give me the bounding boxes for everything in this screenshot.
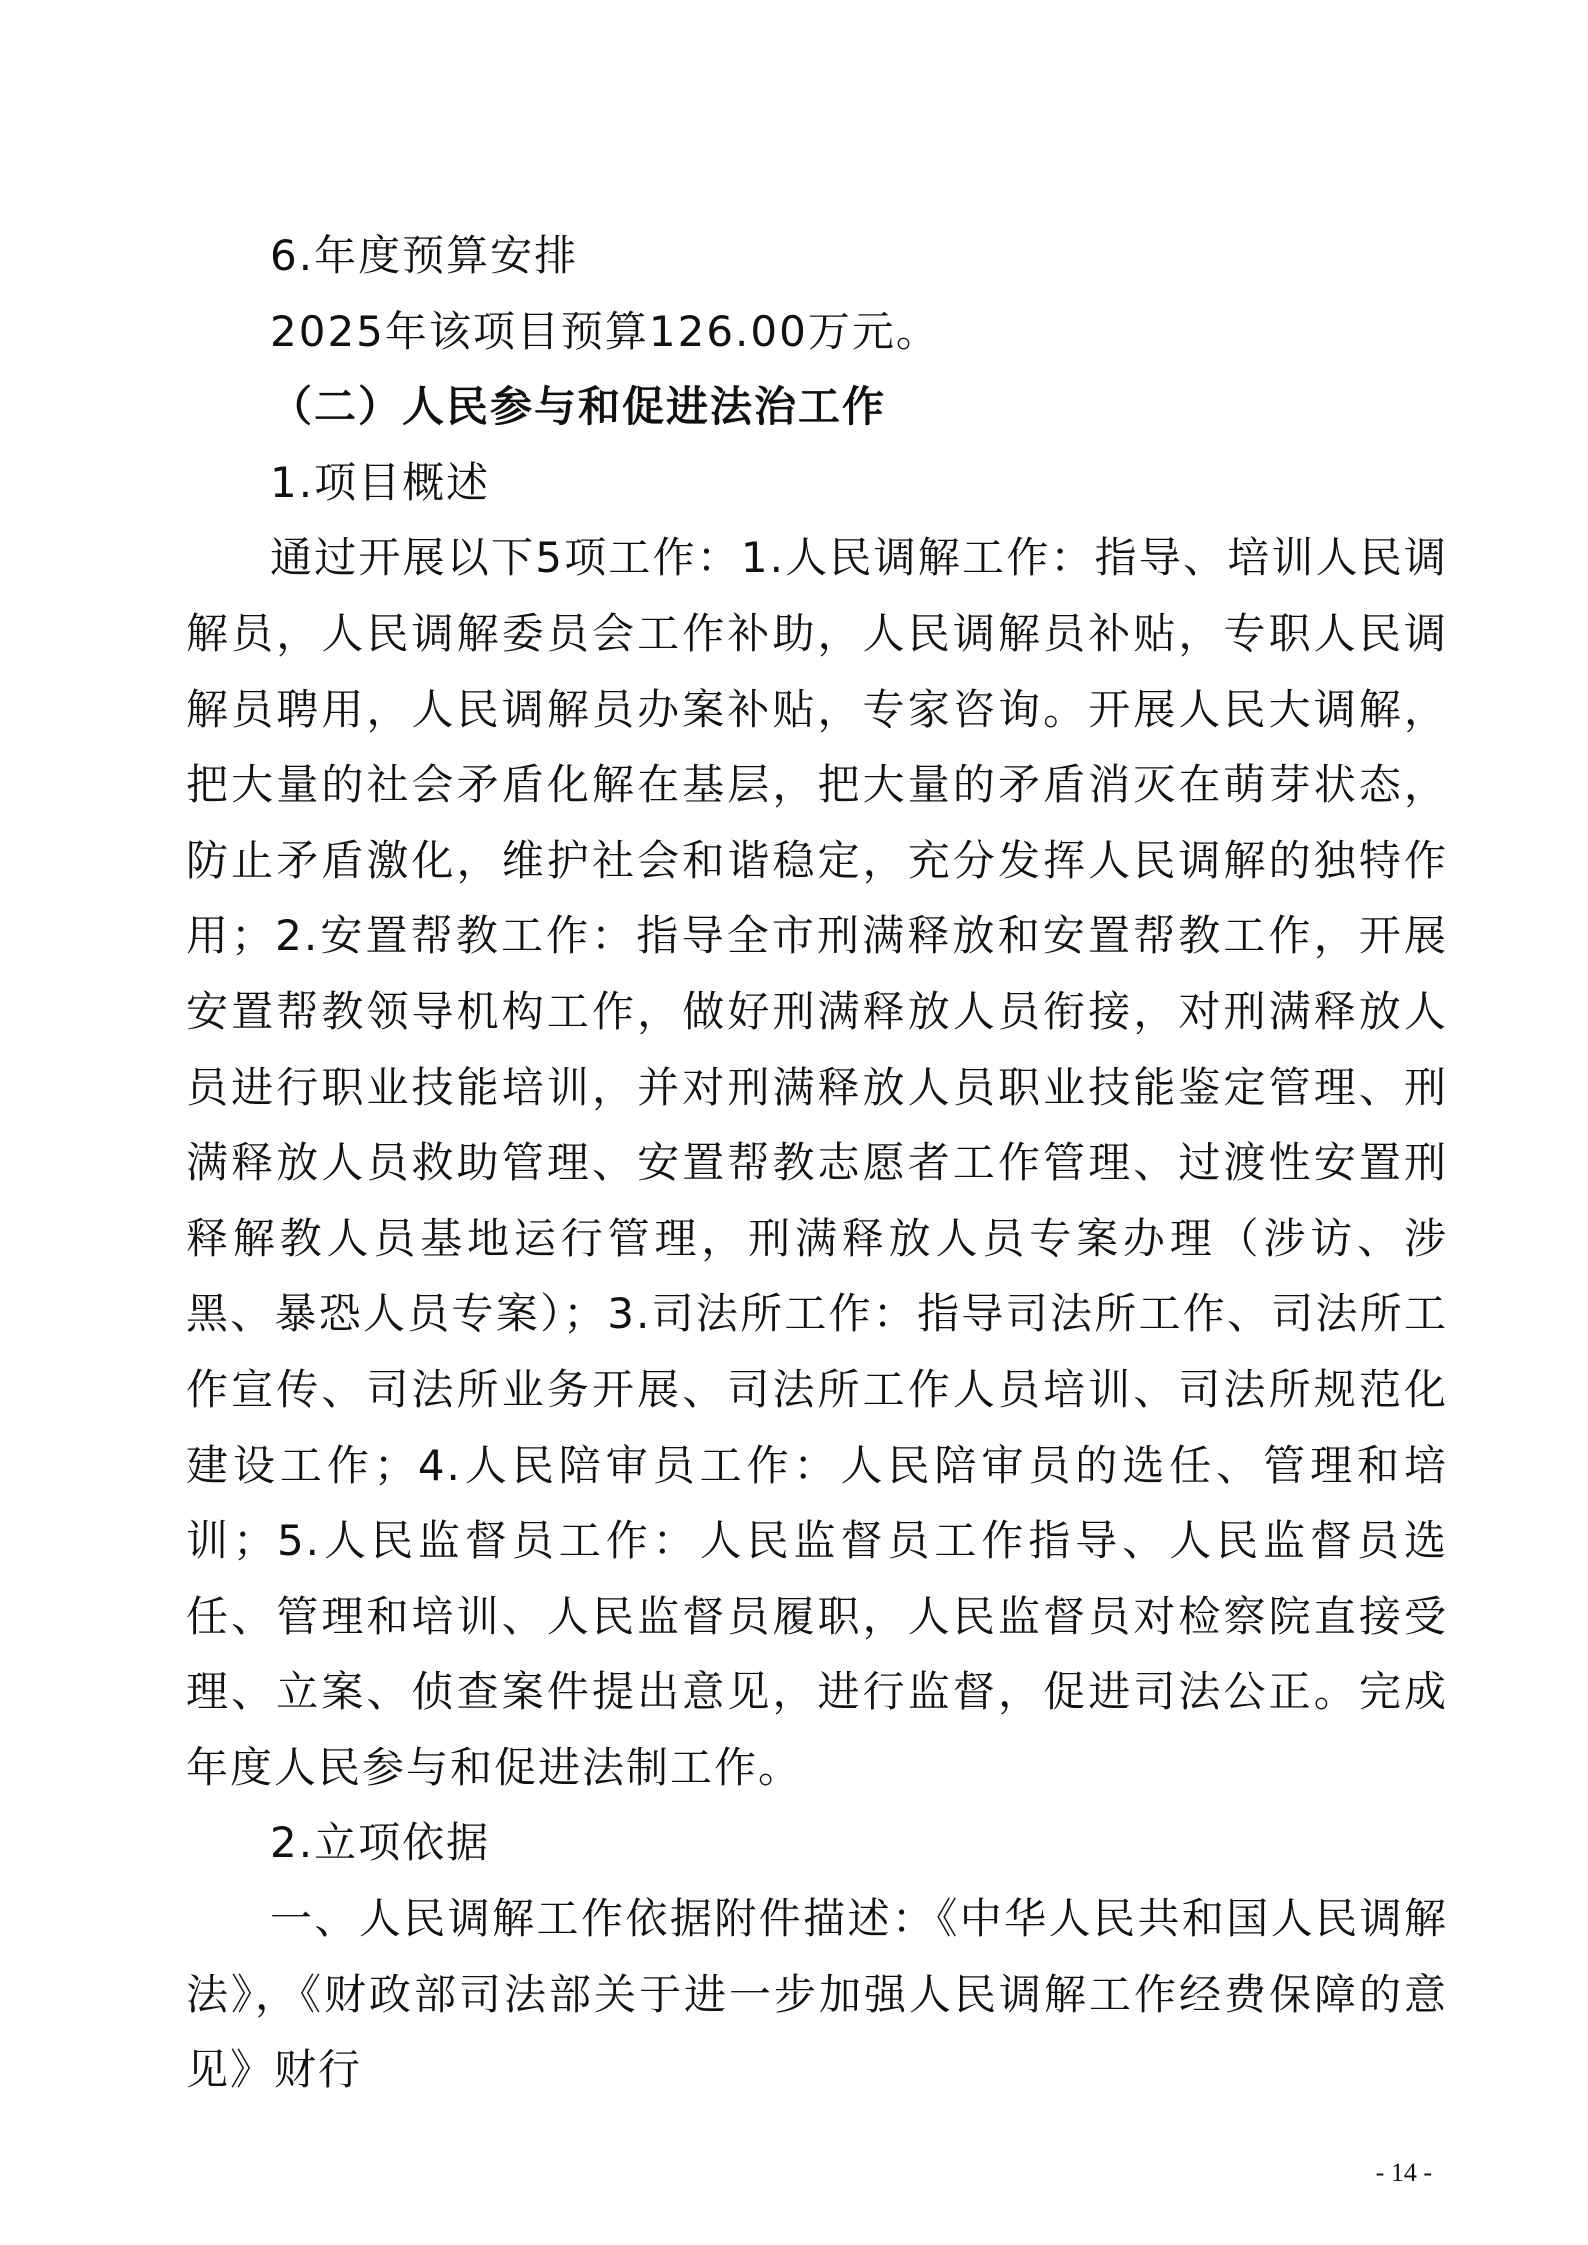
- page-number: - 14 -: [1375, 2158, 1432, 2187]
- document-body: [186, 218, 1448, 2108]
- subheading-project-overview: 1.项目概述: [270, 457, 491, 507]
- project-basis-paragraph: 一、人民调解工作依据附件描述：《中华人民共和国人民调解法》，《财政部司法部关于进一步加强人民调解工作经费保障的意见》财行: [186, 1894, 1448, 2095]
- subheading-project-basis: 2.立项依据: [270, 1818, 491, 1868]
- section-heading-people-participation: （二）人民参与和促进法治工作: [270, 382, 887, 432]
- project-overview-paragraph: 通过开展以下5项工作：1.人民调解工作：指导、培训人民调解员，人民调解委员会工作补助，人民调解员补贴，专职人民调解员聘用，人民调解员办案补贴，专家咨询。开展人民大调解，把大量的社会矛盾化解在基层，把大量的矛盾消灭在萌芽状态，防止矛盾激化，维护社会和谐稳定，充分发挥人民调解的独特作用；2.安置帮教工作：指导全市刑满释放和安置帮教工作，开展安置帮教领导机构工作，做好刑满释放人员衔接，对刑满释放人员进行职业技能培训，并对刑满释放人员职业技能鉴定管理、刑满释放人员救助管理、安置帮教志愿者工作管理、过渡性安置刑释解教人员基地运行管理，刑满释放人员专案办理（涉访、涉黑、暴恐人员专案）；3.司法所工作：指导司法所工作、司法所工作宣传、司法所业务开展、司法所工作人员培训、司法所规范化建设工作；4.人民陪审员工作：人民陪审员的选任、管理和培训；5.人民监督员工作：人民监督员工作指导、人民监督员选任、管理和培训、人民监督员履职，人民监督员对检察院直接受理、立案、侦查案件提出意见，进行监督，促进司法公正。完成年度人民参与和促进法制工作。: [186, 533, 1448, 1792]
- subheading-annual-budget: 6.年度预算安排: [270, 231, 579, 280]
- budget-amount-paragraph: 2025年该项目预算126.00万元。: [270, 306, 940, 356]
